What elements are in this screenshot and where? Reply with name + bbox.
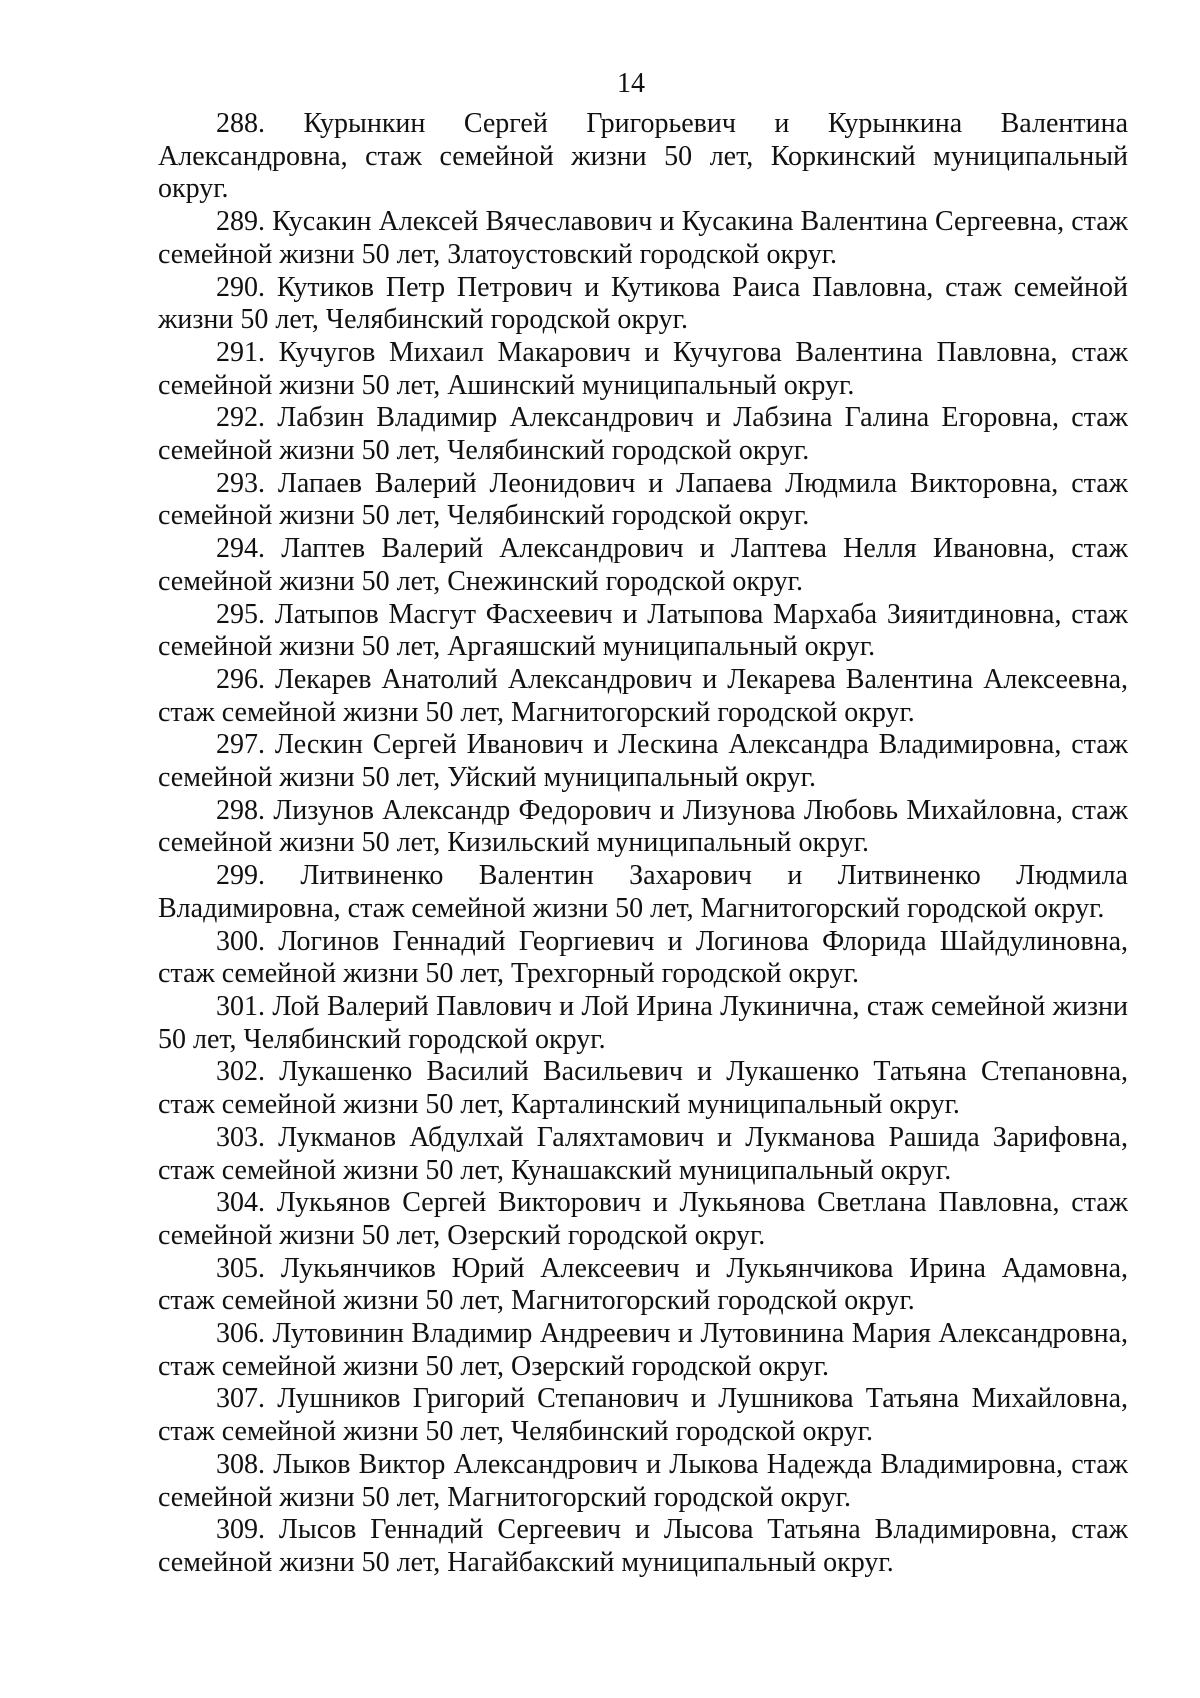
list-item: 292. Лабзин Владимир Александрович и Лабзина Галина Егоровна, стаж семейной жизни 50 лет, Челябинский городской округ. [158,402,1128,467]
list-item: 309. Лысов Геннадий Сергеевич и Лысова Татьяна Владимировна, стаж семейной жизни 50 лет, Нагайбакский муниципальный округ. [158,1514,1128,1578]
list-item: 301. Лой Валерий Павлович и Лой Ирина Лукинична, стаж семейной жизни 50 лет, Челябинский городской округ. [158,990,1128,1055]
list-item: 308. Лыков Виктор Александрович и Лыкова Надежда Владимировна, стаж семейной жизни 50 лет, Магнитогорский городской округ. [158,1448,1128,1513]
list-item: 294. Лаптев Валерий Александрович и Лаптева Нелля Ивановна, стаж семейной жизни 50 лет, Снежинский городской округ. [158,533,1128,597]
page-number: 14 [617,68,645,99]
list-item: 299. Литвиненко Валентин Захарович и Литвиненко Людмила Владимировна, стаж семейной жизни 50 лет, Магнитогорский городской округ. [158,860,1128,924]
list-item: 289. Кусакин Алексей Вячеславович и Кусакина Валентина Сергеевна, стаж семейной жизни 50 лет, Златоустовский городской округ. [158,206,1128,270]
entry-list [158,108,1128,1580]
list-item: 300. Логинов Геннадий Георгиевич и Логинова Флорида Шайдулиновна, стаж семейной жизни 50 лет, Трехгорный городской округ. [158,925,1128,990]
list-item: 298. Лизунов Александр Федорович и Лизунова Любовь Михайловна, стаж семейной жизни 50 лет, Кизильский муниципальный округ. [158,794,1128,859]
list-item: 297. Лескин Сергей Иванович и Лескина Александра Владимировна, стаж семейной жизни 50 лет, Уйский муниципальный округ. [158,729,1128,794]
list-item: 296. Лекарев Анатолий Александрович и Лекарева Валентина Алексеевна, стаж семейной жизни 50 лет, Магнитогорский городской округ. [158,663,1128,728]
list-item: 305. Лукьянчиков Юрий Алексеевич и Лукьянчикова Ирина Адамовна, стаж семейной жизни 50 лет, Магнитогорский городской округ. [158,1252,1128,1317]
list-item: 290. Кутиков Петр Петрович и Кутикова Раиса Павловна, стаж семейной жизни 50 лет, Челябинский городской округ. [158,271,1128,336]
list-item: 288. Курынкин Сергей Григорьевич и Курынкина Валентина Александровна, стаж семейной жизни 50 лет, Коркинский муниципальный округ. [158,108,1128,205]
list-item: 293. Лапаев Валерий Леонидович и Лапаева Людмила Викторовна, стаж семейной жизни 50 лет, Челябинский городской округ. [158,467,1128,532]
list-item: 291. Кучугов Михаил Макарович и Кучугова Валентина Павловна, стаж семейной жизни 50 лет, Ашинский муниципальный округ. [158,336,1128,401]
list-item: 307. Лушников Григорий Степанович и Лушникова Татьяна Михайловна, стаж семейной жизни 50 лет, Челябинский городской округ. [158,1383,1128,1448]
list-item: 303. Лукманов Абдулхай Галяхтамович и Лукманова Рашида Зарифовна, стаж семейной жизни 50 лет, Кунашакский муниципальный округ. [158,1121,1128,1186]
list-item: 304. Лукьянов Сергей Викторович и Лукьянова Светлана Павловна, стаж семейной жизни 50 лет, Озерский городской округ. [158,1187,1128,1251]
list-item: 302. Лукашенко Василий Васильевич и Лукашенко Татьяна Степановна, стаж семейной жизни 50 лет, Карталинский муниципальный округ. [158,1056,1128,1121]
list-item: 295. Латыпов Масгут Фасхеевич и Латыпова Мархаба Зияитдиновна, стаж семейной жизни 50 лет, Аргаяшский муниципальный округ. [158,598,1128,663]
list-item: 306. Лутовинин Владимир Андреевич и Лутовинина Мария Александровна, стаж семейной жизни 50 лет, Озерский городской округ. [158,1318,1128,1382]
